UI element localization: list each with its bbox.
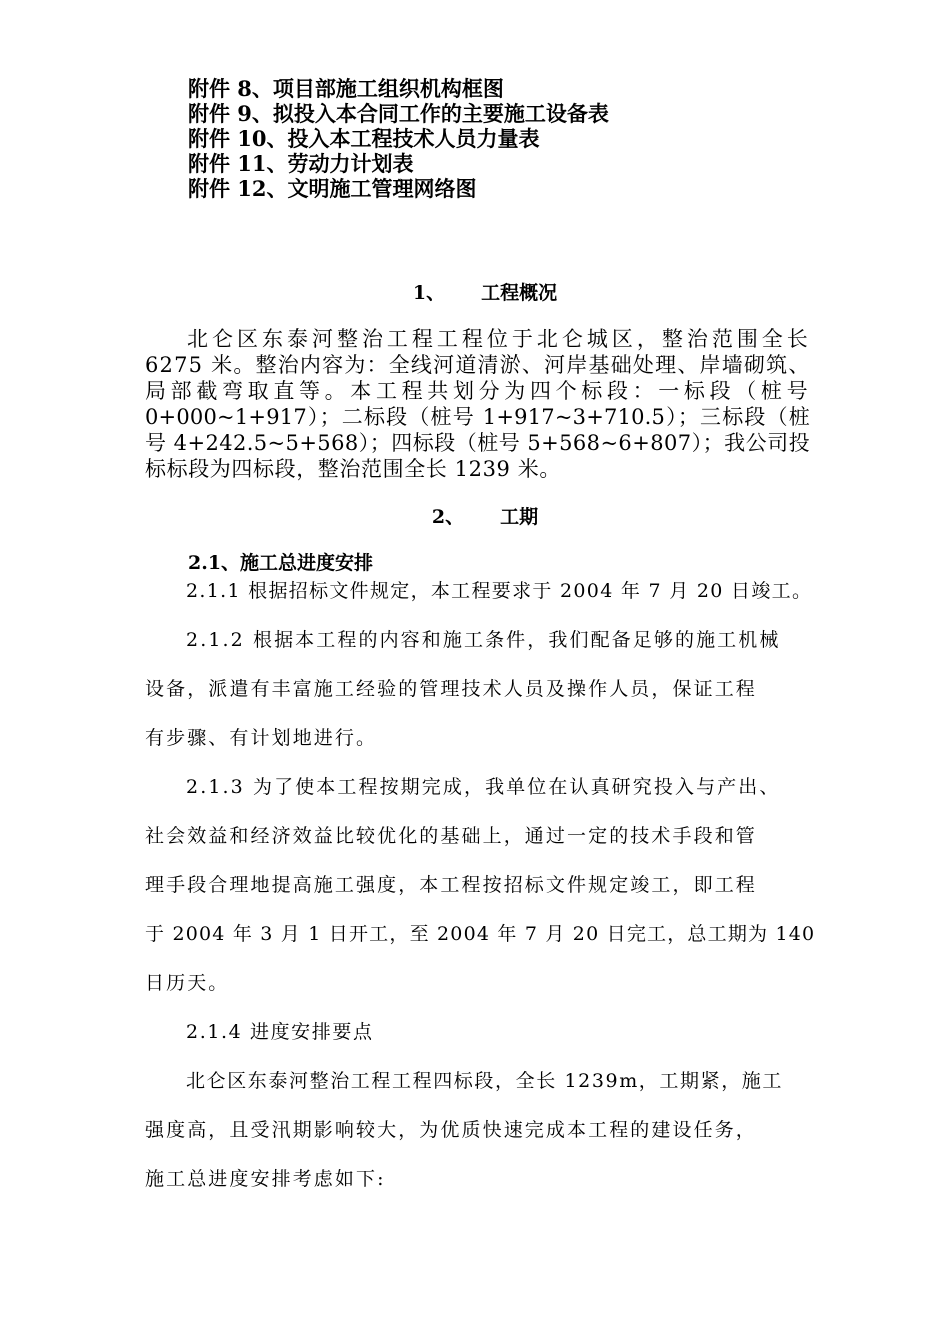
- section-2-number: 2、: [431, 506, 465, 528]
- schedule-line: 有步骤、有计划地进行。: [145, 727, 378, 749]
- section-1-title: 工程概况: [481, 282, 558, 304]
- section-2-heading: [10, 505, 950, 529]
- schedule-line: 2.1.4 进度安排要点: [186, 1021, 374, 1043]
- section-2-1-subheading: 2.1、施工总进度安排: [188, 552, 374, 574]
- section-2-title: 工期: [500, 506, 539, 528]
- overview-line: 6275 米。整治内容为：全线河道清淤、河岸基础处理、岸墙砌筑、: [145, 353, 811, 377]
- overview-line: 标标段为四标段，整治范围全长 1239 米。: [145, 457, 561, 481]
- schedule-line: 设备，派遣有丰富施工经验的管理技术人员及操作人员，保证工程: [145, 678, 757, 700]
- attachment-item: 附件 9、拟投入本合同工作的主要施工设备表: [188, 101, 609, 126]
- attachment-list: [188, 76, 828, 201]
- schedule-line: 北仑区东泰河整治工程工程四标段，全长 1239m，工期紧，施工: [186, 1070, 784, 1092]
- section-1-number: 1、: [412, 282, 446, 304]
- schedule-line: 理手段合理地提高施工强度，本工程按招标文件规定竣工，即工程: [145, 874, 757, 896]
- attachment-item: 附件 11、劳动力计划表: [188, 151, 414, 176]
- overview-paragraph: [145, 326, 810, 482]
- schedule-line: 于 2004 年 3 月 1 日开工，至 2004 年 7 月 20 日完工，总工期为 140: [145, 923, 816, 945]
- overview-line: 北仑区东泰河整治工程工程位于北仑城区，整治范围全长: [187, 327, 810, 351]
- attachment-item: 附件 8、项目部施工组织机构框图: [188, 76, 504, 101]
- attachment-item: 附件 12、文明施工管理网络图: [188, 176, 477, 201]
- schedule-line: 强度高，且受汛期影响较大，为优质快速完成本工程的建设任务，: [145, 1119, 757, 1141]
- overview-line: 号 4+242.5~5+568）；四标段（桩号 5+568~6+807）；我公司投: [145, 431, 810, 455]
- overview-line: 局部截弯取直等。本工程共划分为四个标段：一标段（桩号: [145, 379, 810, 403]
- section-1-heading: [10, 281, 950, 305]
- schedule-line: 2.1.2 根据本工程的内容和施工条件，我们配备足够的施工机械: [186, 629, 781, 651]
- attachment-item: 附件 10、投入本工程技术人员力量表: [188, 126, 540, 151]
- schedule-line: 2.1.1 根据招标文件规定，本工程要求于 2004 年 7 月 20 日竣工。: [186, 580, 813, 602]
- schedule-line: 日历天。: [145, 972, 230, 994]
- schedule-line: 施工总进度安排考虑如下:: [145, 1168, 386, 1190]
- schedule-line: 社会效益和经济效益比较优化的基础上，通过一定的技术手段和管: [145, 825, 757, 847]
- schedule-line: 2.1.3 为了使本工程按期完成，我单位在认真研究投入与产出、: [186, 776, 781, 798]
- overview-line: 0+000~1+917）；二标段（桩号 1+917~3+710.5）；三标段（桩: [145, 405, 810, 429]
